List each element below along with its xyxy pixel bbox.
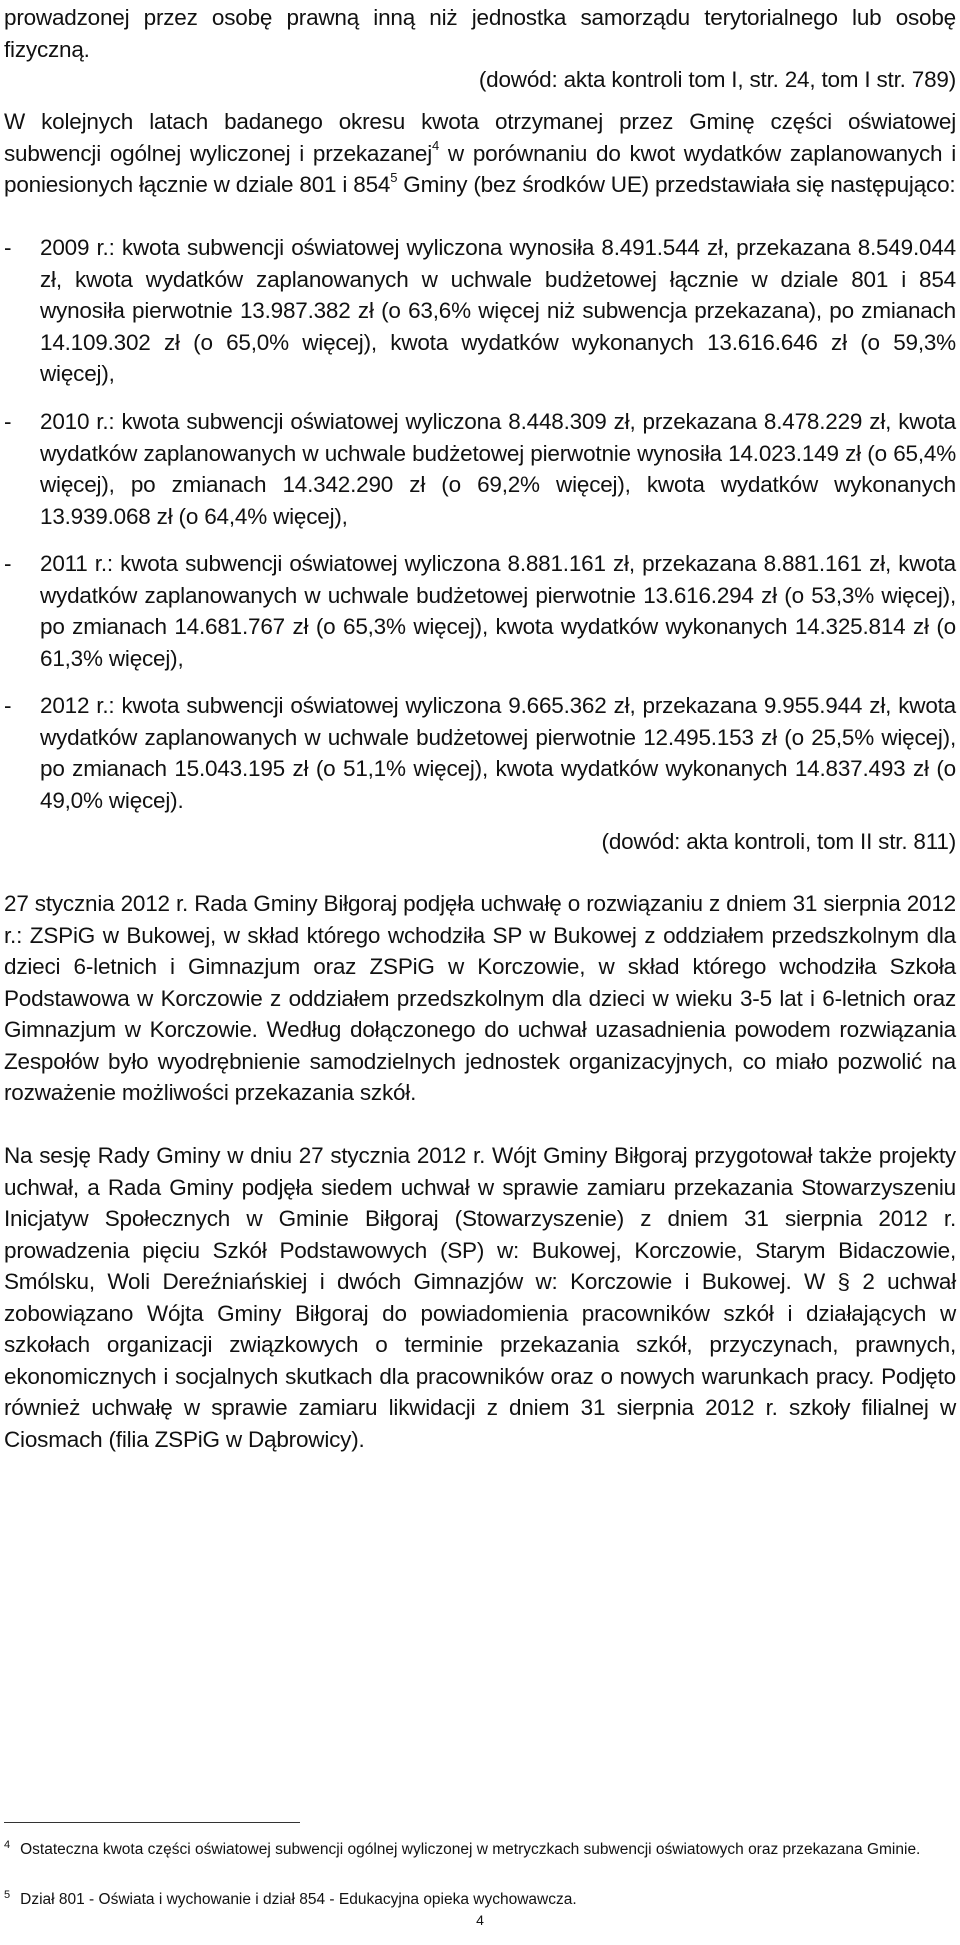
footnote-number: 5: [4, 1889, 11, 1901]
list-item-2011: [4, 548, 956, 674]
footnote-number: 4: [4, 1839, 11, 1851]
paragraph-subsidy-text-a: W kolejnych latach badanego okresu kwota otrzymanej przez Gminę części oświatowej subwencji ogólnej wyliczonej i przekazanej: [4, 109, 956, 166]
evidence-note-1: (dowód: akta kontroli tom I, str. 24, tom I str. 789): [478, 67, 956, 92]
footnote-divider: [4, 1822, 300, 1823]
paragraph-subsidy-text-c: Gminy (bez środków UE) przedstawiała się następująco:: [397, 172, 956, 197]
list-item-2010: [4, 406, 956, 532]
paragraph-intro: prowadzonej przez osobę prawną inną niż jednostka samorządu terytorialnego lub osobę fizyczną.: [4, 5, 956, 62]
list-dash: -: [4, 409, 12, 434]
footnote-5: [4, 1884, 956, 1911]
list-item-2009: [4, 232, 956, 390]
paragraph-session: Na sesję Rady Gminy w dniu 27 stycznia 2012 r. Wójt Gminy Biłgoraj przygotował także projekty uchwał, a Rada Gminy podjęła siedem uchwał w sprawie zamiaru przekazania Stowarzyszeniu Inicjatyw Społecznych w Gminie Biłgoraj (Stowarzyszenie) z dniem 31 sierpnia 2012 r. prowadzenia pięciu Szkół Podstawowych (SP) w: Bukowej, Korczowie, Starym Bidaczowie, Smólsku, Woli Dereźniańskiej i dwóch Gimnazjów w: Korczowie i Bukowej. W § 2 uchwał zobowiązano Wójta Gminy Biłgoraj do powiadomienia pracowników szkół i działających w szkołach organizacji związkowych o terminie przekazania szkół, przyczynach, prawnych, ekonomicznych i socjalnych skutkach dla pracowników oraz o nowych warunkach pracy. Podjęto również uchwałę w sprawie zamiaru likwidacji z dniem 31 sierpnia 2012 r. szkoły filialnej w Ciosmach (filia ZSPiG w Dąbrowicy).: [4, 1143, 956, 1452]
footnote-text: Dział 801 - Oświata i wychowanie i dział 854 - Edukacyjna opieka wychowawcza.: [20, 1891, 577, 1909]
page-number: 4: [476, 1912, 484, 1928]
list-item-text: 2010 r.: kwota subwencji oświatowej wyliczona 8.448.309 zł, przekazana 8.478.229 zł, kwota wydatków zaplanowanych w uchwale budżetowej pierwotnie wynosiła 14.023.149 zł (o 65,4% więcej), po zmianach 14.342.290 zł (o 69,2% więcej), kwota wydatków wykonanych 13.939.068 zł (o 64,4% więcej),: [40, 409, 956, 529]
footnote-ref-5: 5: [390, 169, 398, 185]
footnote-text: Ostateczna kwota części oświatowej subwencji ogólnej wyliczonej w metryczkach subwencji oświatowych oraz przekazana Gminie.: [20, 1841, 921, 1859]
paragraph-resolution: 27 stycznia 2012 r. Rada Gminy Biłgoraj podjęła uchwałę o rozwiązaniu z dniem 31 sierpnia 2012 r.: ZSPiG w Bukowej, w skład którego wchodziła SP w Bukowej z oddziałem przedszkolnym dla dzieci 6-letnich i Gimnazjum oraz ZSPiG w Korczowie, w skład którego wchodziła Szkoła Podstawowa w Korczowie z oddziałem przedszkolnym dla dzieci w wieku 3-5 lat i 6-letnich oraz Gimnazjum w Korczowie. Według dołączonego do uchwał uzasadnienia powodem rozwiązania Zespołów było wyodrębnienie samodzielnych jednostek organizacyjnych, co miało pozwolić na rozważenie możliwości przekazania szkół.: [4, 891, 956, 1105]
list-item-text: 2011 r.: kwota subwencji oświatowej wyliczona 8.881.161 zł, przekazana 8.881.161 zł, kwota wydatków zaplanowanych w uchwale budżetowej pierwotnie 13.616.294 zł (o 53,3% więcej), po zmianach 14.681.767 zł (o 65,3% więcej), kwota wydatków wykonanych 14.325.814 zł (o 61,3% więcej),: [40, 551, 956, 671]
list-dash: -: [4, 235, 12, 260]
evidence-note-2: (dowód: akta kontroli, tom II str. 811): [601, 829, 956, 854]
paragraph-subsidy-text-b: w porównaniu do kwot wydatków zaplanowanych i poniesionych łącznie w dziale 801 i 854: [4, 140, 956, 197]
footnote-ref-4: 4: [432, 138, 440, 153]
footnote-4: [4, 1834, 956, 1861]
list-item-2012: [4, 690, 956, 816]
list-item-text: 2009 r.: kwota subwencji oświatowej wyliczona wynosiła 8.491.544 zł, przekazana 8.549.044 zł, kwota wydatków zaplanowanych w uchwale budżetowej łącznie w dziale 801 i 854 wynosiła pierwotnie 13.987.382 zł (o 63,6% więcej niż subwencja przekazana), po zmianach 14.109.302 zł (o 65,0% więcej), kwota wydatków wykonanych 13.616.646 zł (o 59,3% więcej),: [40, 235, 956, 386]
list-item-text: 2012 r.: kwota subwencji oświatowej wyliczona 9.665.362 zł, przekazana 9.955.944 zł, kwota wydatków zaplanowanych w uchwale budżetowej pierwotnie 12.495.153 zł (o 25,5% więcej), po zmianach 15.043.195 zł (o 51,1% więcej), kwota wydatków wykonanych 14.837.493 zł (o 49,0% więcej).: [40, 693, 956, 813]
paragraph-subsidy-summary: [4, 106, 956, 201]
list-dash: -: [4, 551, 12, 576]
list-dash: -: [4, 693, 12, 718]
